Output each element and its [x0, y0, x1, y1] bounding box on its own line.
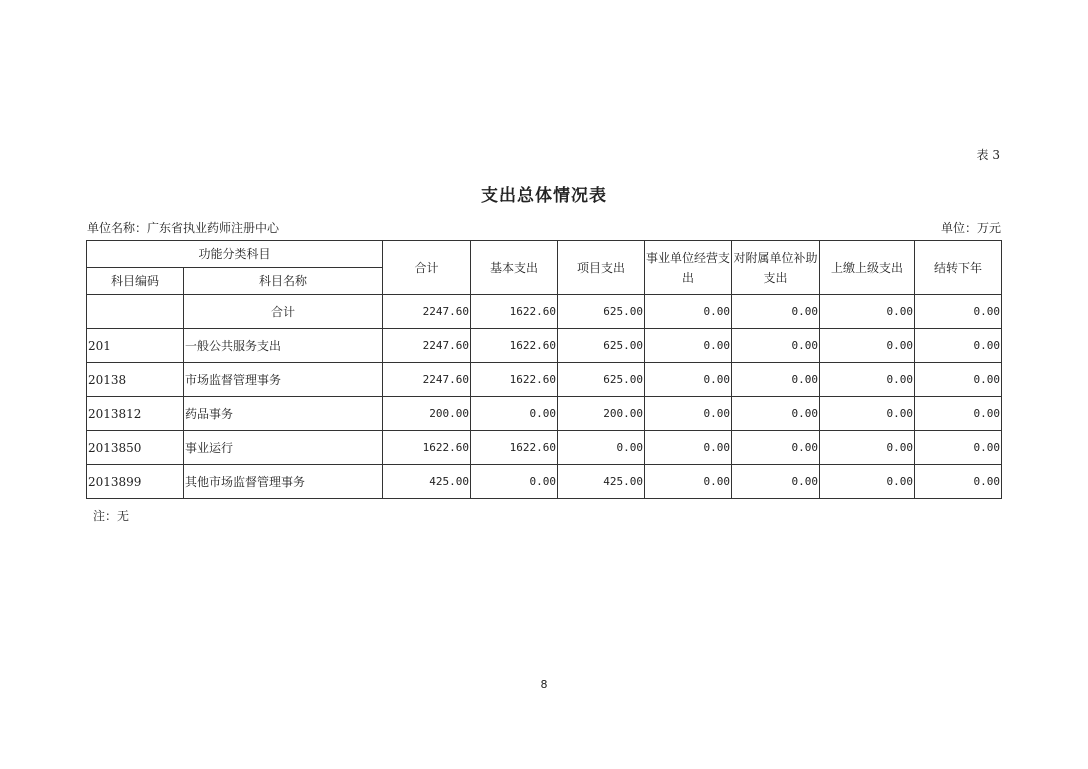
- cell-total: 200.00: [383, 397, 471, 431]
- table-row: [87, 431, 1002, 465]
- cell-carryover: 0.00: [915, 431, 1002, 465]
- column-header-project: 项目支出: [558, 241, 645, 295]
- table-header-row: [87, 241, 1002, 268]
- cell-business: 0.00: [645, 465, 732, 499]
- row-name: 合计: [184, 295, 383, 329]
- row-code: 20138: [87, 363, 184, 397]
- cell-total: 2247.60: [383, 329, 471, 363]
- row-code: 2013899: [87, 465, 184, 499]
- cell-basic: 1622.60: [471, 295, 558, 329]
- column-header-carryover: 结转下年: [915, 241, 1002, 295]
- cell-remit: 0.00: [820, 431, 915, 465]
- expenditure-table: [86, 240, 1002, 499]
- cell-remit: 0.00: [820, 397, 915, 431]
- row-name: 一般公共服务支出: [184, 329, 383, 363]
- table-number: 表 3: [976, 148, 1000, 162]
- cell-business: 0.00: [645, 363, 732, 397]
- table-row: [87, 397, 1002, 431]
- page-number: 8: [540, 678, 548, 691]
- cell-total: 2247.60: [383, 363, 471, 397]
- row-name: 其他市场监督管理事务: [184, 465, 383, 499]
- cell-total: 425.00: [383, 465, 471, 499]
- cell-basic: 0.00: [471, 397, 558, 431]
- cell-business: 0.00: [645, 329, 732, 363]
- cell-project: 625.00: [558, 295, 645, 329]
- cell-basic: 1622.60: [471, 431, 558, 465]
- cell-project: 625.00: [558, 363, 645, 397]
- cell-carryover: 0.00: [915, 465, 1002, 499]
- cell-basic: 1622.60: [471, 363, 558, 397]
- cell-subsidy: 0.00: [732, 397, 820, 431]
- cell-remit: 0.00: [820, 363, 915, 397]
- cell-basic: 1622.60: [471, 329, 558, 363]
- column-header-total: 合计: [383, 241, 471, 295]
- cell-total: 2247.60: [383, 295, 471, 329]
- column-header-subsidy: 对附属单位补助支出: [732, 241, 820, 295]
- cell-business: 0.00: [645, 431, 732, 465]
- cell-project: 200.00: [558, 397, 645, 431]
- row-name: 药品事务: [184, 397, 383, 431]
- row-code: 201: [87, 329, 184, 363]
- table-row: [87, 295, 1002, 329]
- row-name: 事业运行: [184, 431, 383, 465]
- cell-subsidy: 0.00: [732, 465, 820, 499]
- cell-business: 0.00: [645, 295, 732, 329]
- cell-carryover: 0.00: [915, 329, 1002, 363]
- cell-project: 0.00: [558, 431, 645, 465]
- cell-remit: 0.00: [820, 295, 915, 329]
- table-row: [87, 329, 1002, 363]
- cell-carryover: 0.00: [915, 295, 1002, 329]
- cell-basic: 0.00: [471, 465, 558, 499]
- row-code: [87, 295, 184, 329]
- row-code: 2013850: [87, 431, 184, 465]
- cell-project: 425.00: [558, 465, 645, 499]
- cell-subsidy: 0.00: [732, 329, 820, 363]
- cell-subsidy: 0.00: [732, 363, 820, 397]
- cell-remit: 0.00: [820, 465, 915, 499]
- column-header-code: 科目编码: [87, 268, 184, 295]
- column-header-basic: 基本支出: [471, 241, 558, 295]
- column-header-name: 科目名称: [184, 268, 383, 295]
- cell-carryover: 0.00: [915, 363, 1002, 397]
- row-name: 市场监督管理事务: [184, 363, 383, 397]
- table-row: [87, 363, 1002, 397]
- functional-category-header: 功能分类科目: [87, 241, 383, 268]
- cell-subsidy: 0.00: [732, 431, 820, 465]
- cell-business: 0.00: [645, 397, 732, 431]
- table-row: [87, 465, 1002, 499]
- cell-subsidy: 0.00: [732, 295, 820, 329]
- cell-total: 1622.60: [383, 431, 471, 465]
- column-header-remit: 上缴上级支出: [820, 241, 915, 295]
- cell-carryover: 0.00: [915, 397, 1002, 431]
- unit-name-label: 单位名称：广东省执业药师注册中心: [87, 221, 280, 235]
- column-header-business: 事业单位经营支出: [645, 241, 732, 295]
- currency-unit-label: 单位：万元: [940, 221, 1001, 235]
- page-title: 支出总体情况表: [481, 186, 607, 206]
- table-note: 注：无: [93, 509, 130, 523]
- row-code: 2013812: [87, 397, 184, 431]
- cell-project: 625.00: [558, 329, 645, 363]
- cell-remit: 0.00: [820, 329, 915, 363]
